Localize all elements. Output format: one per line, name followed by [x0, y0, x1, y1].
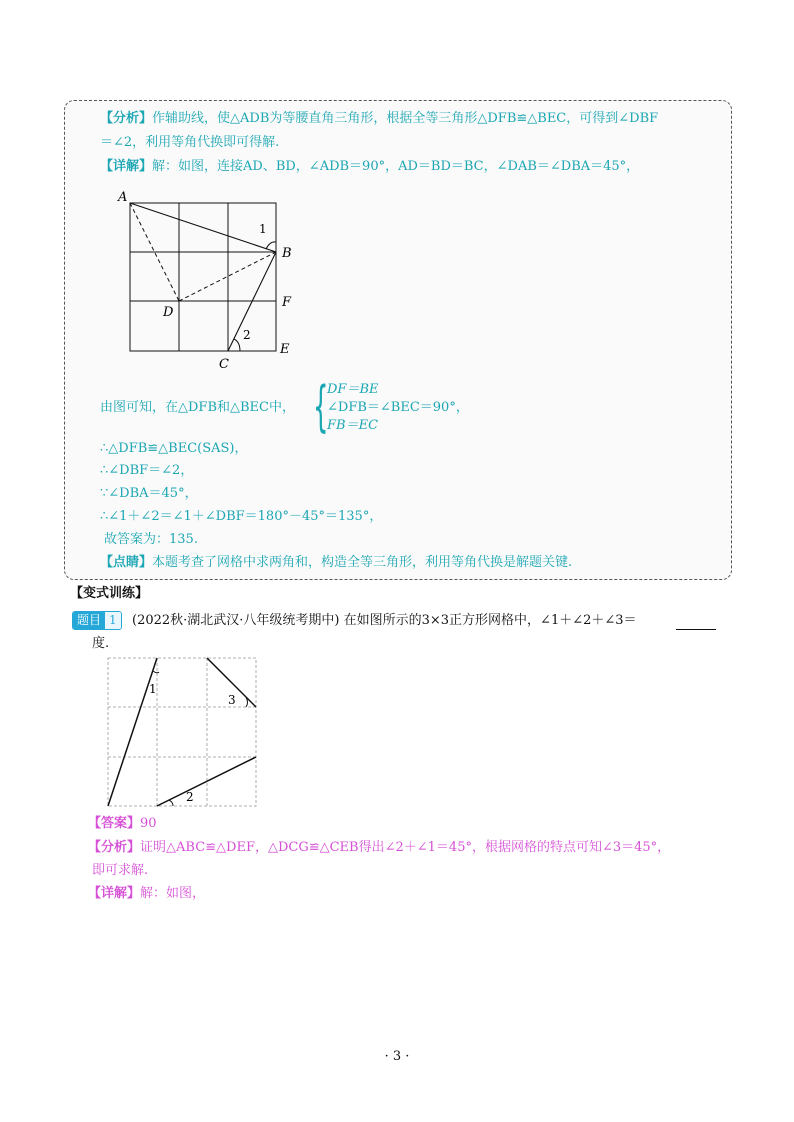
question-badge [72, 611, 122, 630]
angle-1-arc [266, 242, 276, 249]
badge-label: 题目 [73, 612, 105, 629]
analysis-text-1: 作辅助线，使△ADB为等腰直角三角形，根据全等三角形△DFB≌△BEC，可得到∠DBF [152, 111, 659, 126]
variant-analysis-2: 即可求解. [92, 863, 149, 878]
label-angle-1-2: 1 [149, 682, 157, 696]
detail-text-1: 解：如图，连接AD、BD，∠ADB＝90°，AD＝BD＝BC，∠DAB＝∠DBA＝45°， [152, 159, 640, 174]
variant-analysis-text-1: 证明△ABC≌△DEF，△DCG≌△CEB得出∠2＋∠1＝45°，根据网格的特点可知∠3＝45°， [140, 840, 671, 855]
analysis-tag: 【分析】 [100, 111, 153, 126]
variant-analysis-tag: 【分析】 [88, 840, 141, 855]
analysis-line-1 [100, 110, 658, 128]
left-brace: { [313, 375, 329, 438]
question-text-1: (2022秋·湖北武汉·八年级统考期中) 在如图所示的3×3正方形网格中，∠1＋∠2＋∠3＝ [132, 613, 637, 628]
answer-line: 故答案为：135. [104, 532, 198, 547]
line-2 [157, 757, 256, 806]
detail-line-1 [100, 158, 639, 176]
variant-answer-value: 90 [140, 816, 157, 831]
variant-detail-tag: 【详解】 [88, 886, 141, 901]
variant-heading: 【变式训练】 [70, 586, 149, 601]
step-1: ∴△DFB≌△BEC(SAS)， [100, 441, 248, 456]
step-4: ∴∠1＋∠2＝∠1＋∠DBF＝180°－45°＝135°， [100, 509, 383, 524]
label-E: E [280, 342, 290, 357]
conditions-prefix: 由图可知，在△DFB和△BEC中， [100, 400, 295, 415]
label-A: A [118, 190, 128, 205]
condition-2: ∠DFB＝∠BEC＝90°， [327, 400, 469, 415]
variant-analysis-1 [88, 839, 670, 857]
detail-tag: 【详解】 [100, 159, 153, 174]
variant-detail [88, 885, 205, 903]
label-B: B [282, 246, 292, 261]
label-angle-1: 1 [259, 222, 267, 236]
segment-ab [130, 203, 276, 252]
angle-2-arc-2 [169, 800, 173, 806]
figure-2-grid [100, 652, 265, 812]
label-angle-2: 2 [243, 328, 251, 342]
page-number: · 3 · [384, 1049, 410, 1064]
label-D: D [163, 305, 174, 320]
line-1 [108, 658, 157, 806]
condition-3: FB＝EC [327, 418, 379, 433]
label-C: C [219, 357, 229, 372]
comment-tag: 【点睛】 [100, 555, 153, 570]
step-2: ∴∠DBF＝∠2， [100, 463, 194, 478]
analysis-line-2: ＝∠2，利用等角代换即可得解. [100, 135, 280, 150]
label-angle-3-2: 3 [228, 693, 236, 707]
grid-outline [130, 203, 276, 351]
answer-blank [676, 629, 716, 630]
comment-text: 本题考查了网格中求两角和，构造全等三角形，利用等角代换是解题关键. [152, 555, 573, 570]
variant-answer-tag: 【答案】 [88, 816, 141, 831]
label-angle-2-2: 2 [186, 790, 194, 804]
angle-2-arc [234, 339, 240, 351]
question-text-2: 度. [92, 636, 110, 651]
variant-answer [88, 815, 157, 833]
condition-1: DF＝BE [327, 382, 379, 397]
figure-1-grid [110, 188, 310, 378]
angle-1-arc-2 [153, 671, 159, 673]
grid-outline-2 [108, 658, 256, 806]
step-3: ∵∠DBA＝45°， [100, 486, 198, 501]
comment-line [100, 554, 572, 572]
label-F: F [282, 295, 292, 310]
badge-number: 1 [105, 612, 121, 629]
variant-detail-text: 解：如图， [140, 886, 206, 901]
